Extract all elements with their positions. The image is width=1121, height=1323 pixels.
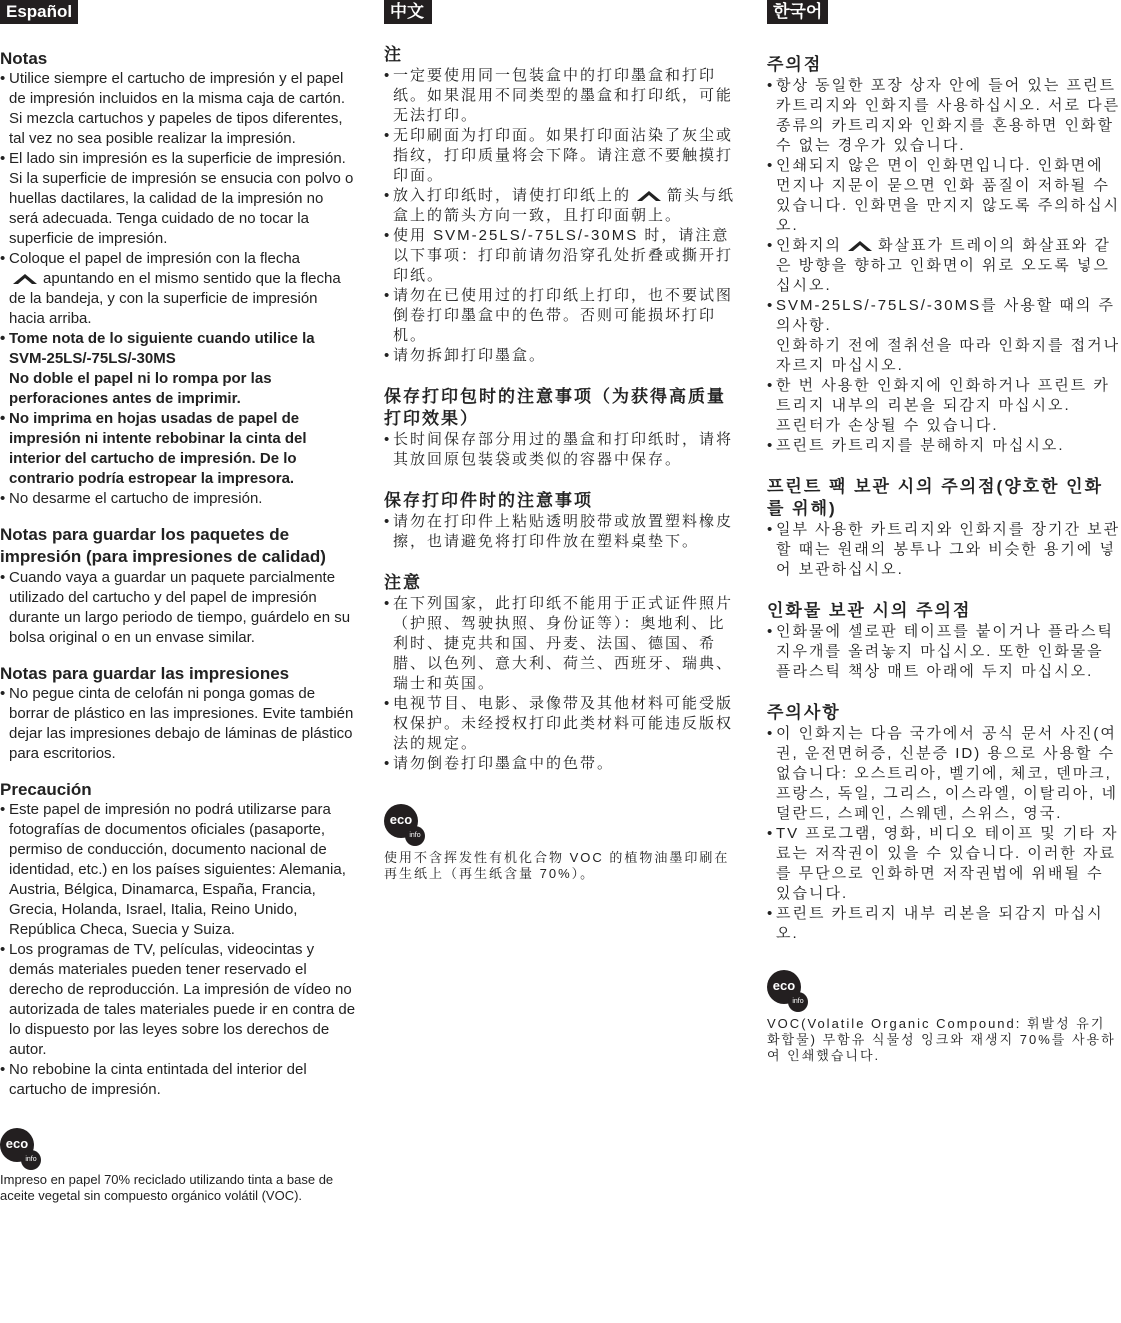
list-item: • TV 프로그램, 영화, 비디오 테이프 및 기타 자료는 저작권이 있을 수 있습니다. 이러한 자료를 무단으로 인화하면 저작권법에 위배될 수 있습니다. xyxy=(767,824,1121,904)
section-notes xyxy=(384,44,736,366)
list-item: • No pegue cinta de celofán ni ponga gomas de borrar de plástico en las impresiones. Evite también dejar las impresiones debajo de láminas de plástico para escritorios. xyxy=(0,684,356,764)
section-storage-packs xyxy=(767,476,1121,580)
eco-info-logo: eco info xyxy=(384,804,426,846)
list-item: • SVM-25LS/-75LS/-30MS를 사용할 때의 주의사항. 인화하기 전에 절취선을 따라 인화지를 접거나 자르지 마십시오. xyxy=(767,296,1121,376)
language-tab-korean: 한국어 xyxy=(767,0,828,24)
section-storage-prints xyxy=(384,490,736,552)
section-title: 注意 xyxy=(384,573,422,592)
section-title: 保存打印包时的注意事项（为获得高质量打印效果） xyxy=(384,387,726,428)
section-title: Notas xyxy=(0,49,48,68)
list-item: • 电视节目、电影、录像带及其他材料可能受版权保护。未经授权打印此类材料可能违反版权法的规定。 xyxy=(384,694,736,754)
eco-note: Impreso en papel 70% reciclado utilizando tinta a base de aceite vegetal sin compuesto orgánico volátil (VOC). xyxy=(0,1172,334,1203)
eco-info-logo: eco info xyxy=(767,970,809,1012)
list-item: • 使用 SVM-25LS/-75LS/-30MS 时，请注意以下事项：打印前请勿沿穿孔处折叠或撕开打印纸。 xyxy=(384,226,736,286)
list-item: • 请勿倒卷打印墨盒中的色带。 xyxy=(384,754,736,774)
list-item: • 이 인화지는 다음 국가에서 공식 문서 사진(여권, 운전면허증, 신분증 ID) 용으로 사용할 수 없습니다: 오스트리아, 벨기에, 체코, 덴마크, 프랑스, 독일, 그리스, 이스라엘, 이탈리아, 네덜란드, 스페인, 스웨덴, 스위스, 영국. xyxy=(767,724,1121,824)
eco-info-logo: eco info xyxy=(0,1128,42,1170)
section-notes xyxy=(767,54,1121,456)
list-item: • No desarme el cartucho de impresión. xyxy=(0,489,356,509)
eco-note: 使用不含挥发性有机化合物 VOC 的植物油墨印刷在再生纸上（再生纸含量 70%）。 xyxy=(384,850,730,881)
list-item: • 请勿在已使用过的打印纸上打印，也不要试图倒卷打印墨盒中的色带。否则可能损坏打印机。 xyxy=(384,286,736,346)
section-storage-packs xyxy=(0,524,356,648)
list-item: • 长时间保存部分用过的墨盒和打印纸时，请将其放回原包装袋或类似的容器中保存。 xyxy=(384,430,736,470)
section-title: 인화물 보관 시의 주의점 xyxy=(767,601,972,620)
list-item: • 인쇄되지 않은 면이 인화면입니다. 인화면에 먼지나 지문이 묻으면 인화 품질이 저하될 수 있습니다. 인화면을 만지지 않도록 주의하십시오. xyxy=(767,156,1121,236)
section-storage-packs xyxy=(384,386,736,470)
section-storage-prints xyxy=(0,663,356,764)
section-title: 注 xyxy=(384,45,403,64)
column-spanish xyxy=(0,0,356,1204)
section-storage-prints xyxy=(767,600,1121,682)
column-korean xyxy=(767,0,1121,1064)
eco-note: VOC(Volatile Organic Compound: 휘발성 유기 화합물) 무함유 식물성 잉크와 재생지 70%를 사용하여 인쇄했습니다. xyxy=(767,1016,1116,1063)
list-item: • 请勿在打印件上粘贴透明胶带或放置塑料橡皮擦，也请避免将打印件放在塑料桌垫下。 xyxy=(384,512,736,552)
list-item: • 인화지의 화살표가 트레이의 화살표와 같은 방향을 향하고 인화면이 위로 오도록 넣으십시오. xyxy=(767,236,1121,296)
section-title: 주의점 xyxy=(767,55,823,74)
section-caution xyxy=(767,702,1121,944)
list-item: • 한 번 사용한 인화지에 인화하거나 프린트 카트리지 내부의 리본을 되감지 마십시오. 프린터가 손상될 수 있습니다. xyxy=(767,376,1121,436)
section-title: Precaución xyxy=(0,780,92,799)
language-tab-spanish: Español xyxy=(0,0,78,24)
list-item: • 일부 사용한 카트리지와 인화지를 장기간 보관할 때는 원래의 봉투나 그와 비슷한 용기에 넣어 보관하십시오. xyxy=(767,520,1121,580)
section-notes xyxy=(0,48,356,509)
list-item: • No imprima en hojas usadas de papel de impresión ni intente rebobinar la cinta del interior del cartucho de impresión. De lo contrario podría estropear la impresora. xyxy=(0,409,356,489)
section-caution xyxy=(384,572,736,774)
section-title: Notas para guardar las impresiones xyxy=(0,664,290,683)
list-item: • Este papel de impresión no podrá utilizarse para fotografías de documentos oficiales (pasaporte, permiso de conducción, documento nacional de identidad, etc.) en los países siguientes: Alemania, Austria, Bélgica, Dinamarca, España, Francia, Grecia, Holanda, Israel, Italia, Reino Unido, República Checa, Suecia y Suiza. xyxy=(0,800,356,940)
list-item: • 无印刷面为打印面。如果打印面沾染了灰尘或指纹，打印质量将会下降。请注意不要触摸打印面。 xyxy=(384,126,736,186)
list-item: • 프린트 카트리지 내부 리본을 되감지 마십시오. xyxy=(767,904,1121,944)
section-title: 프린트 팩 보관 시의 주의점(양호한 인화를 위해) xyxy=(767,477,1104,518)
list-item: • 一定要使用同一包装盒中的打印墨盒和打印纸。如果混用不同类型的墨盒和打印纸，可能无法打印。 xyxy=(384,66,736,126)
list-item: • Cuando vaya a guardar un paquete parcialmente utilizado del cartucho y del papel de impresión durante un largo periodo de tiempo, guárdelo en su bolsa original o en un envase similar. xyxy=(0,568,356,648)
section-title: Notas para guardar los paquetes de impresión (para impresiones de calidad) xyxy=(0,525,326,566)
arrow-mark-icon xyxy=(13,274,37,284)
list-item: • 인화물에 셀로판 테이프를 붙이거나 플라스틱 지우개를 올려놓지 마십시오. 또한 인화물을 플라스틱 책상 매트 아래에 두지 마십시오. xyxy=(767,622,1121,682)
list-item: • Utilice siempre el cartucho de impresión y el papel de impresión incluidos en la misma caja de cartón. Si mezcla cartuchos y papeles de tipos diferentes, tal vez no sea posible realizar la impresión. xyxy=(0,69,356,149)
list-item: • 항상 동일한 포장 상자 안에 들어 있는 프린트 카트리지와 인화지를 사용하십시오. 서로 다른 종류의 카트리지와 인화지를 혼용하면 인화할 수 없는 경우가 있습니다. xyxy=(767,76,1121,156)
language-tab-chinese: 中文 xyxy=(384,0,432,24)
list-item: • 在下列国家，此打印纸不能用于正式证件照片（护照、驾驶执照、身份证等）：奥地利、比利时、捷克共和国、丹麦、法国、德国、希腊、以色列、意大利、荷兰、西班牙、瑞典、瑞士和英国。 xyxy=(384,594,736,694)
arrow-mark-icon xyxy=(637,191,661,201)
section-title: 保存打印件时的注意事项 xyxy=(384,491,593,510)
arrow-mark-icon xyxy=(848,241,872,251)
list-item: • No rebobine la cinta entintada del interior del cartucho de impresión. xyxy=(0,1060,356,1100)
column-chinese xyxy=(384,0,736,882)
list-item: • 请勿拆卸打印墨盒。 xyxy=(384,346,736,366)
list-item: • Coloque el papel de impresión con la flecha apuntando en el mismo sentido que la flecha de la bandeja, y con la superficie de impresión hacia arriba. xyxy=(0,249,356,329)
list-item: • Los programas de TV, películas, videocintas y demás materiales pueden tener reservado el derecho de reproducción. La impresión de vídeo no autorizada de tales materiales puede ir en contra de lo dispuesto por las leyes sobre los derechos de autor. xyxy=(0,940,356,1060)
section-title: 주의사항 xyxy=(767,703,841,722)
list-item: • Tome nota de lo siguiente cuando utilice la SVM-25LS/-75LS/-30MS No doble el papel ni lo rompa por las perforaciones antes de imprimir. xyxy=(0,329,356,409)
list-item: • El lado sin impresión es la superficie de impresión. Si la superficie de impresión se ensucia con polvo o huellas dactilares, la calidad de la impresión no será adecuada. Tenga cuidado de no tocar la superficie de impresión. xyxy=(0,149,356,249)
section-caution xyxy=(0,779,356,1100)
list-item: • 放入打印纸时，请使打印纸上的 箭头与纸盒上的箭头方向一致，且打印面朝上。 xyxy=(384,186,736,226)
list-item: • 프린트 카트리지를 분해하지 마십시오. xyxy=(767,436,1121,456)
